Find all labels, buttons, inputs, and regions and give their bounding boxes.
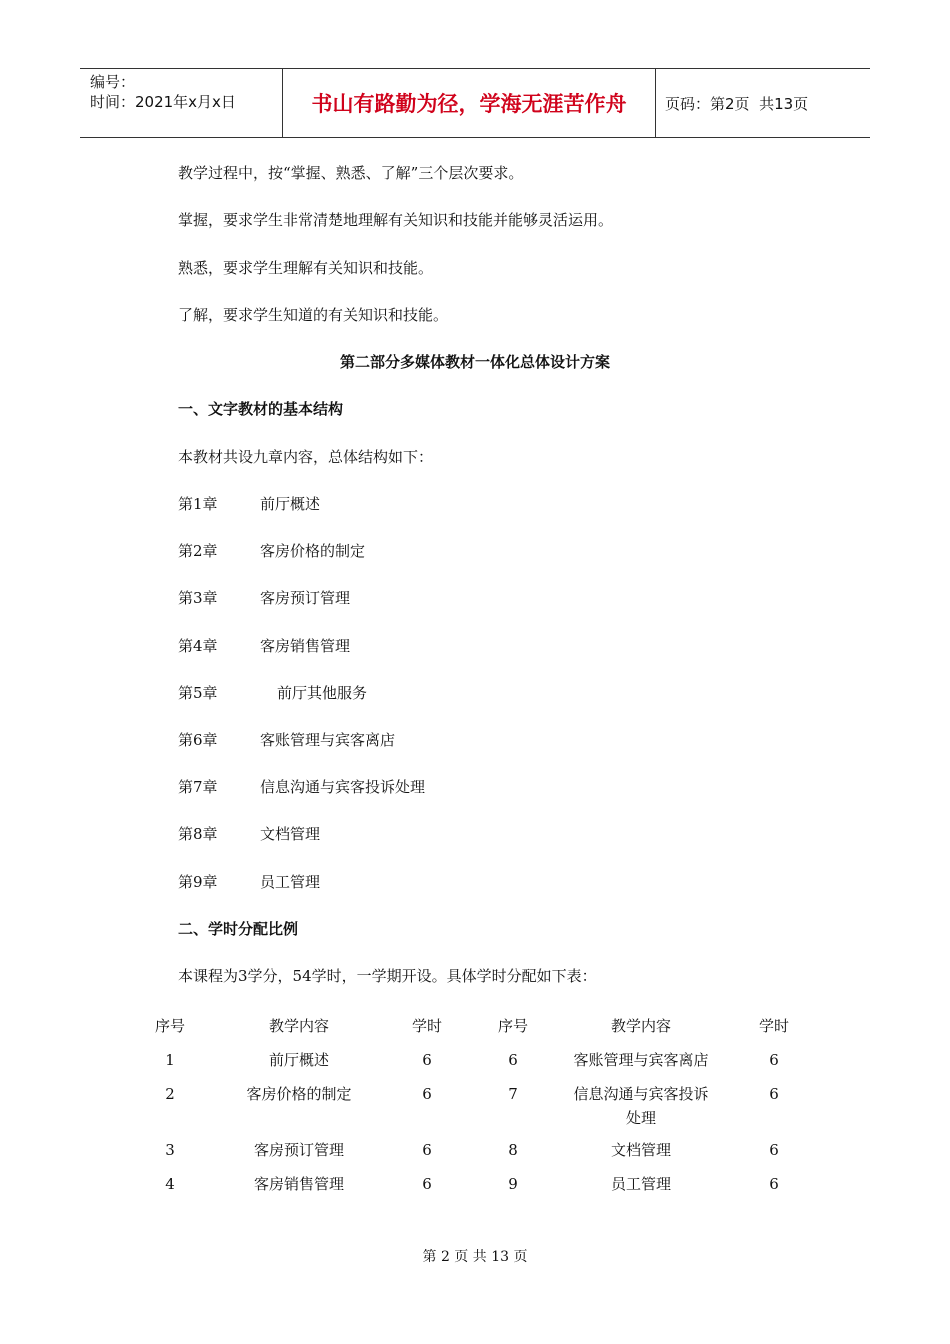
chapter-number: 第8章: [178, 825, 218, 843]
table-cell: 4: [165, 1175, 175, 1193]
table-row: [128, 1170, 824, 1204]
table-header-cell: 序号: [154, 1017, 185, 1035]
part-title: 第二部分多媒体教材一体化总体设计方案: [339, 353, 610, 371]
table-cell: 2: [165, 1085, 175, 1103]
table-cell: 6: [769, 1175, 779, 1193]
chapter-title: 前厅其他服务: [277, 684, 368, 702]
table-header-cell: 学时: [758, 1017, 789, 1035]
chapter-title: 客房价格的制定: [260, 542, 366, 560]
table-cell: 7: [508, 1085, 518, 1103]
table-row: [128, 1080, 824, 1136]
table-cell: 6: [422, 1175, 432, 1193]
chapter-number: 第3章: [178, 589, 218, 607]
table-cell: 1: [165, 1051, 175, 1069]
chapter-title: 前厅概述: [260, 495, 321, 513]
chapter-number: 第5章: [178, 684, 218, 702]
table-cell: 客房销售管理: [253, 1175, 344, 1193]
doc-id-label: 编号：: [90, 73, 136, 91]
section-intro: 本课程为3学分，54学时，一学期开设。具体学时分配如下表：: [178, 967, 597, 985]
header-meta: [80, 69, 282, 137]
table-cell: 6: [769, 1051, 779, 1069]
table-cell: 员工管理: [610, 1175, 671, 1193]
chapter-number: 第2章: [178, 542, 218, 560]
table-cell: 6: [769, 1085, 779, 1103]
table-cell: 6: [422, 1085, 432, 1103]
page-footer: 第 2 页 共 13 页: [422, 1249, 528, 1265]
chapter-title: 客房预订管理: [260, 589, 351, 607]
chapter-title: 客账管理与宾客离店: [260, 731, 396, 749]
page-header: [80, 68, 870, 138]
paragraph: 掌握，要求学生非常清楚地理解有关知识和技能并能够灵活运用。: [178, 211, 614, 229]
paragraph: 熟悉，要求学生理解有关知识和技能。: [178, 259, 434, 277]
table-cell: 3: [165, 1141, 175, 1159]
chapter-number: 第9章: [178, 873, 218, 891]
table-cell: 9: [508, 1175, 518, 1193]
header-motto: 书山有路勤为径，学海无涯苦作舟: [282, 69, 656, 137]
table-cell: 客账管理与宾客离店: [573, 1051, 709, 1069]
chapter-title: 客房销售管理: [260, 637, 351, 655]
table-header-row: [128, 1012, 824, 1046]
table-cell: 前厅概述: [268, 1051, 329, 1069]
chapter-number: 第1章: [178, 495, 218, 513]
table-cell: 6: [422, 1051, 432, 1069]
table-cell: 6: [769, 1141, 779, 1159]
table-cell: 客房预订管理: [253, 1141, 344, 1159]
section-intro: 本教材共设九章内容，总体结构如下：: [178, 448, 434, 466]
chapter-title: 文档管理: [260, 825, 321, 843]
table-cell: 客房价格的制定: [246, 1085, 352, 1103]
table-cell: 8: [508, 1141, 518, 1159]
chapter-title: 员工管理: [260, 873, 321, 891]
doc-date-label: 时间：2021年x月x日: [90, 93, 236, 111]
table-cell: 6: [508, 1051, 518, 1069]
chapter-title: 信息沟通与宾客投诉处理: [260, 778, 426, 796]
paragraph: 了解，要求学生知道的有关知识和技能。: [178, 306, 449, 324]
table-header-cell: 教学内容: [268, 1017, 329, 1035]
table-cell: 6: [422, 1141, 432, 1159]
page-info-text: 页码：第2页 共13页: [665, 94, 809, 113]
table-cell: 文档管理: [610, 1141, 671, 1159]
table-cell: 信息沟通与宾客投诉处理: [573, 1085, 709, 1127]
table-row: [128, 1136, 824, 1170]
section-heading: 一、文字教材的基本结构: [178, 400, 344, 418]
paragraph: 教学过程中，按“掌握、熟悉、了解”三个层次要求。: [178, 164, 524, 182]
table-header-cell: 序号: [497, 1017, 528, 1035]
hours-table: [128, 1012, 824, 1204]
table-header-cell: 教学内容: [610, 1017, 671, 1035]
chapter-number: 第4章: [178, 637, 218, 655]
section-heading: 二、学时分配比例: [178, 920, 299, 938]
header-page-info: [655, 69, 880, 137]
table-header-cell: 学时: [411, 1017, 442, 1035]
table-row: [128, 1046, 824, 1080]
chapter-number: 第6章: [178, 731, 218, 749]
chapter-number: 第7章: [178, 778, 218, 796]
